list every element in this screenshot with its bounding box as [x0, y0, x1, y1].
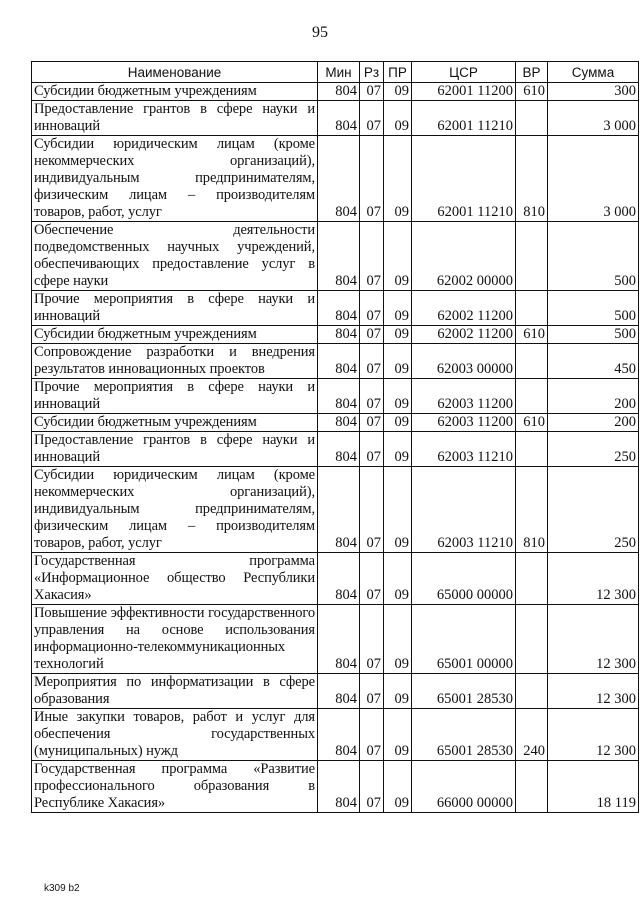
- cell-rz: 07: [360, 101, 384, 136]
- table-row: [32, 432, 639, 467]
- cell-min: 804: [318, 291, 360, 326]
- table-body: [32, 83, 639, 813]
- header-rz: Рз: [360, 62, 384, 83]
- cell-sum: 300: [548, 83, 639, 101]
- cell-rz: 07: [360, 222, 384, 291]
- cell-name: Иные закупки товаров, работ и услуг для обеспечения государственных (муниципальных) нужд: [32, 709, 318, 761]
- cell-name: Предоставление грантов в сфере науки и инноваций: [32, 101, 318, 136]
- cell-sum: 12 300: [548, 674, 639, 709]
- cell-vr: [516, 432, 548, 467]
- cell-name: Повышение эффективности государственного управления на основе использования информационно-телекоммуникационных технологий: [32, 605, 318, 674]
- cell-pr: 09: [384, 136, 412, 222]
- cell-min: 804: [318, 467, 360, 553]
- table-row: [32, 467, 639, 553]
- cell-vr: [516, 222, 548, 291]
- cell-csr: 62002 11200: [412, 326, 516, 344]
- header-min: Мин: [318, 62, 360, 83]
- cell-vr: 810: [516, 467, 548, 553]
- cell-rz: 07: [360, 379, 384, 414]
- cell-min: 804: [318, 605, 360, 674]
- cell-csr: 62003 11200: [412, 414, 516, 432]
- cell-rz: 07: [360, 553, 384, 605]
- cell-name: Субсидии бюджетным учреждениям: [32, 83, 318, 101]
- header-name: Наименование: [32, 62, 318, 83]
- cell-min: 804: [318, 553, 360, 605]
- cell-csr: 65001 00000: [412, 605, 516, 674]
- cell-rz: 07: [360, 326, 384, 344]
- cell-name: Мероприятия по информатизации в сфере образования: [32, 674, 318, 709]
- cell-vr: 610: [516, 326, 548, 344]
- cell-csr: 62003 11210: [412, 432, 516, 467]
- cell-pr: 09: [384, 605, 412, 674]
- cell-csr: 62001 11210: [412, 101, 516, 136]
- cell-vr: 240: [516, 709, 548, 761]
- cell-pr: 09: [384, 553, 412, 605]
- table-row: [32, 101, 639, 136]
- cell-vr: 810: [516, 136, 548, 222]
- cell-csr: 62002 00000: [412, 222, 516, 291]
- cell-min: 804: [318, 761, 360, 813]
- cell-pr: 09: [384, 222, 412, 291]
- cell-pr: 09: [384, 709, 412, 761]
- cell-pr: 09: [384, 344, 412, 379]
- cell-name: Предоставление грантов в сфере науки и инноваций: [32, 432, 318, 467]
- cell-sum: 500: [548, 326, 639, 344]
- table-row: [32, 344, 639, 379]
- table-row: [32, 761, 639, 813]
- table-row: [32, 709, 639, 761]
- cell-vr: [516, 761, 548, 813]
- table-row: [32, 326, 639, 344]
- cell-csr: 62001 11210: [412, 136, 516, 222]
- cell-min: 804: [318, 136, 360, 222]
- cell-name: Субсидии юридическим лицам (кроме некоммерческих организаций), индивидуальным предпринимателям, физическим лицам – производителям товаров, работ, услуг: [32, 467, 318, 553]
- cell-min: 804: [318, 414, 360, 432]
- cell-vr: [516, 553, 548, 605]
- cell-rz: 07: [360, 605, 384, 674]
- cell-min: 804: [318, 379, 360, 414]
- cell-name: Субсидии юридическим лицам (кроме некоммерческих организаций), индивидуальным предпринимателям, физическим лицам – производителям товаров, работ, услуг: [32, 136, 318, 222]
- cell-vr: [516, 674, 548, 709]
- cell-min: 804: [318, 674, 360, 709]
- cell-csr: 62001 11200: [412, 83, 516, 101]
- cell-name: Прочие мероприятия в сфере науки и инноваций: [32, 379, 318, 414]
- cell-rz: 07: [360, 136, 384, 222]
- cell-pr: 09: [384, 432, 412, 467]
- cell-min: 804: [318, 344, 360, 379]
- cell-rz: 07: [360, 432, 384, 467]
- cell-name: Субсидии бюджетным учреждениям: [32, 414, 318, 432]
- table-row: [32, 291, 639, 326]
- cell-vr: 610: [516, 414, 548, 432]
- cell-rz: 07: [360, 467, 384, 553]
- cell-sum: 500: [548, 222, 639, 291]
- cell-pr: 09: [384, 674, 412, 709]
- header-vr: ВР: [516, 62, 548, 83]
- budget-table: [31, 61, 639, 813]
- table-row: [32, 605, 639, 674]
- cell-sum: 12 300: [548, 709, 639, 761]
- header-csr: ЦСР: [412, 62, 516, 83]
- cell-sum: 500: [548, 291, 639, 326]
- cell-sum: 200: [548, 414, 639, 432]
- cell-csr: 62003 11200: [412, 379, 516, 414]
- cell-vr: 610: [516, 83, 548, 101]
- table-row: [32, 222, 639, 291]
- cell-sum: 3 000: [548, 136, 639, 222]
- cell-pr: 09: [384, 101, 412, 136]
- cell-csr: 62002 11200: [412, 291, 516, 326]
- cell-sum: 450: [548, 344, 639, 379]
- cell-csr: 65001 28530: [412, 709, 516, 761]
- cell-pr: 09: [384, 83, 412, 101]
- cell-rz: 07: [360, 709, 384, 761]
- cell-rz: 07: [360, 291, 384, 326]
- cell-csr: 65001 28530: [412, 674, 516, 709]
- cell-pr: 09: [384, 414, 412, 432]
- header-sum: Сумма: [548, 62, 639, 83]
- footer-code: k309 b2: [44, 883, 80, 894]
- cell-rz: 07: [360, 344, 384, 379]
- cell-rz: 07: [360, 83, 384, 101]
- cell-sum: 250: [548, 432, 639, 467]
- page-number: 95: [312, 24, 328, 41]
- table-row: [32, 553, 639, 605]
- cell-name: Государственная программа «Развитие профессионального образования в Республике Хакасия»: [32, 761, 318, 813]
- cell-name: Субсидии бюджетным учреждениям: [32, 326, 318, 344]
- cell-pr: 09: [384, 326, 412, 344]
- cell-rz: 07: [360, 761, 384, 813]
- cell-sum: 250: [548, 467, 639, 553]
- cell-pr: 09: [384, 761, 412, 813]
- table-row: [32, 83, 639, 101]
- cell-name: Прочие мероприятия в сфере науки и инноваций: [32, 291, 318, 326]
- cell-min: 804: [318, 222, 360, 291]
- table-row: [32, 379, 639, 414]
- cell-csr: 62003 11210: [412, 467, 516, 553]
- cell-min: 804: [318, 83, 360, 101]
- cell-vr: [516, 344, 548, 379]
- cell-csr: 65000 00000: [412, 553, 516, 605]
- header-pr: ПР: [384, 62, 412, 83]
- cell-csr: 66000 00000: [412, 761, 516, 813]
- cell-name: Государственная программа «Информационное общество Республики Хакасия»: [32, 553, 318, 605]
- table-row: [32, 136, 639, 222]
- cell-min: 804: [318, 326, 360, 344]
- table-row: [32, 414, 639, 432]
- cell-vr: [516, 291, 548, 326]
- cell-sum: 12 300: [548, 553, 639, 605]
- cell-min: 804: [318, 709, 360, 761]
- cell-rz: 07: [360, 414, 384, 432]
- cell-name: Обеспечение деятельности подведомственных научных учреждений, обеспечивающих предоставление услуг в сфере науки: [32, 222, 318, 291]
- table-header-row: [32, 62, 639, 83]
- cell-sum: 200: [548, 379, 639, 414]
- cell-sum: 12 300: [548, 605, 639, 674]
- cell-sum: 18 119: [548, 761, 639, 813]
- cell-vr: [516, 101, 548, 136]
- cell-vr: [516, 605, 548, 674]
- table-row: [32, 674, 639, 709]
- cell-rz: 07: [360, 674, 384, 709]
- cell-pr: 09: [384, 379, 412, 414]
- cell-vr: [516, 379, 548, 414]
- cell-min: 804: [318, 101, 360, 136]
- cell-min: 804: [318, 432, 360, 467]
- cell-csr: 62003 00000: [412, 344, 516, 379]
- cell-name: Сопровождение разработки и внедрения результатов инновационных проектов: [32, 344, 318, 379]
- cell-pr: 09: [384, 291, 412, 326]
- cell-sum: 3 000: [548, 101, 639, 136]
- cell-pr: 09: [384, 467, 412, 553]
